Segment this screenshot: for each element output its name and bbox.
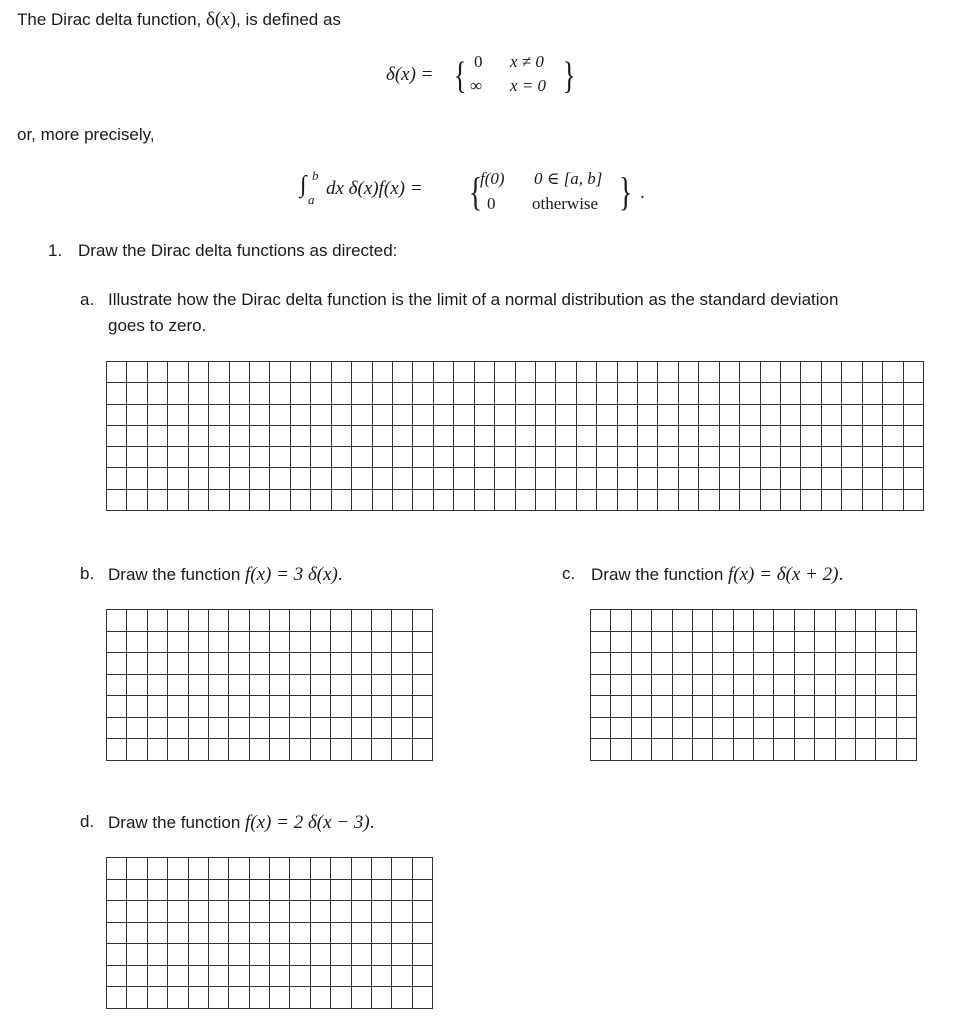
eq2-upper-limit: b: [312, 168, 319, 183]
eq1-lhs: δ(x) =: [386, 64, 434, 85]
eq1-row1-value: 0: [474, 52, 483, 71]
eq2-row2-value: 0: [487, 194, 496, 213]
intro-text: The Dirac delta function,: [17, 10, 206, 29]
grid-a[interactable]: [106, 361, 924, 511]
question-text: Draw the Dirac delta functions as directed:: [78, 241, 398, 260]
eq2-integral-sign: ∫: [300, 172, 307, 198]
grid-d[interactable]: [106, 857, 433, 1009]
eq2-row1-condition: 0 ∈ [a, b]: [534, 169, 603, 188]
part-a-line2: goes to zero.: [108, 316, 207, 335]
grid-c[interactable]: [590, 609, 917, 761]
part-d-letter: d.: [80, 812, 95, 831]
part-c-label: Draw the function f(x) = δ(x + 2).: [591, 564, 844, 585]
eq2-period: .: [640, 182, 645, 203]
intro-line: [17, 9, 341, 31]
part-a-letter: a.: [80, 290, 95, 309]
eq2-open-brace: {: [468, 169, 483, 214]
part-b-label: Draw the function f(x) = 3 δ(x).: [108, 564, 343, 585]
intro-suffix: , is defined as: [236, 10, 341, 29]
eq2-lhs: dx δ(x)f(x) =: [326, 178, 423, 199]
part-d-label: Draw the function f(x) = 2 δ(x − 3).: [108, 812, 375, 833]
grid-b[interactable]: [106, 609, 433, 761]
eq1-row2-value: ∞: [470, 76, 483, 95]
eq2-row2-condition: otherwise: [532, 194, 599, 213]
part-b-math: f(x) = 3 δ(x): [245, 564, 338, 585]
eq2-lower-limit: a: [308, 192, 315, 207]
eq1-row2-condition: x = 0: [510, 76, 547, 95]
part-d-math: f(x) = 2 δ(x − 3): [245, 812, 370, 833]
part-c-math: f(x) = δ(x + 2): [728, 564, 839, 585]
eq2-row1-value: f(0): [480, 169, 505, 188]
eq1-row1-condition: x ≠ 0: [510, 52, 544, 71]
part-a-line1: Illustrate how the Dirac delta function is the limit of a normal distribution as the standard deviation: [108, 290, 839, 309]
grid-lines: [106, 857, 433, 1009]
intro-delta: δ(x): [205, 9, 237, 30]
question-number: 1.: [48, 241, 63, 260]
eq1-close-brace: }: [562, 55, 576, 97]
more-precisely-text: or, more precisely,: [17, 125, 155, 144]
grid-lines: [106, 609, 433, 761]
part-b-letter: b.: [80, 564, 95, 583]
grid-lines: [106, 361, 924, 511]
eq2-close-brace: }: [618, 169, 633, 214]
eq1-open-brace: {: [453, 55, 467, 97]
grid-lines: [590, 609, 917, 761]
part-c-letter: c.: [562, 564, 576, 583]
